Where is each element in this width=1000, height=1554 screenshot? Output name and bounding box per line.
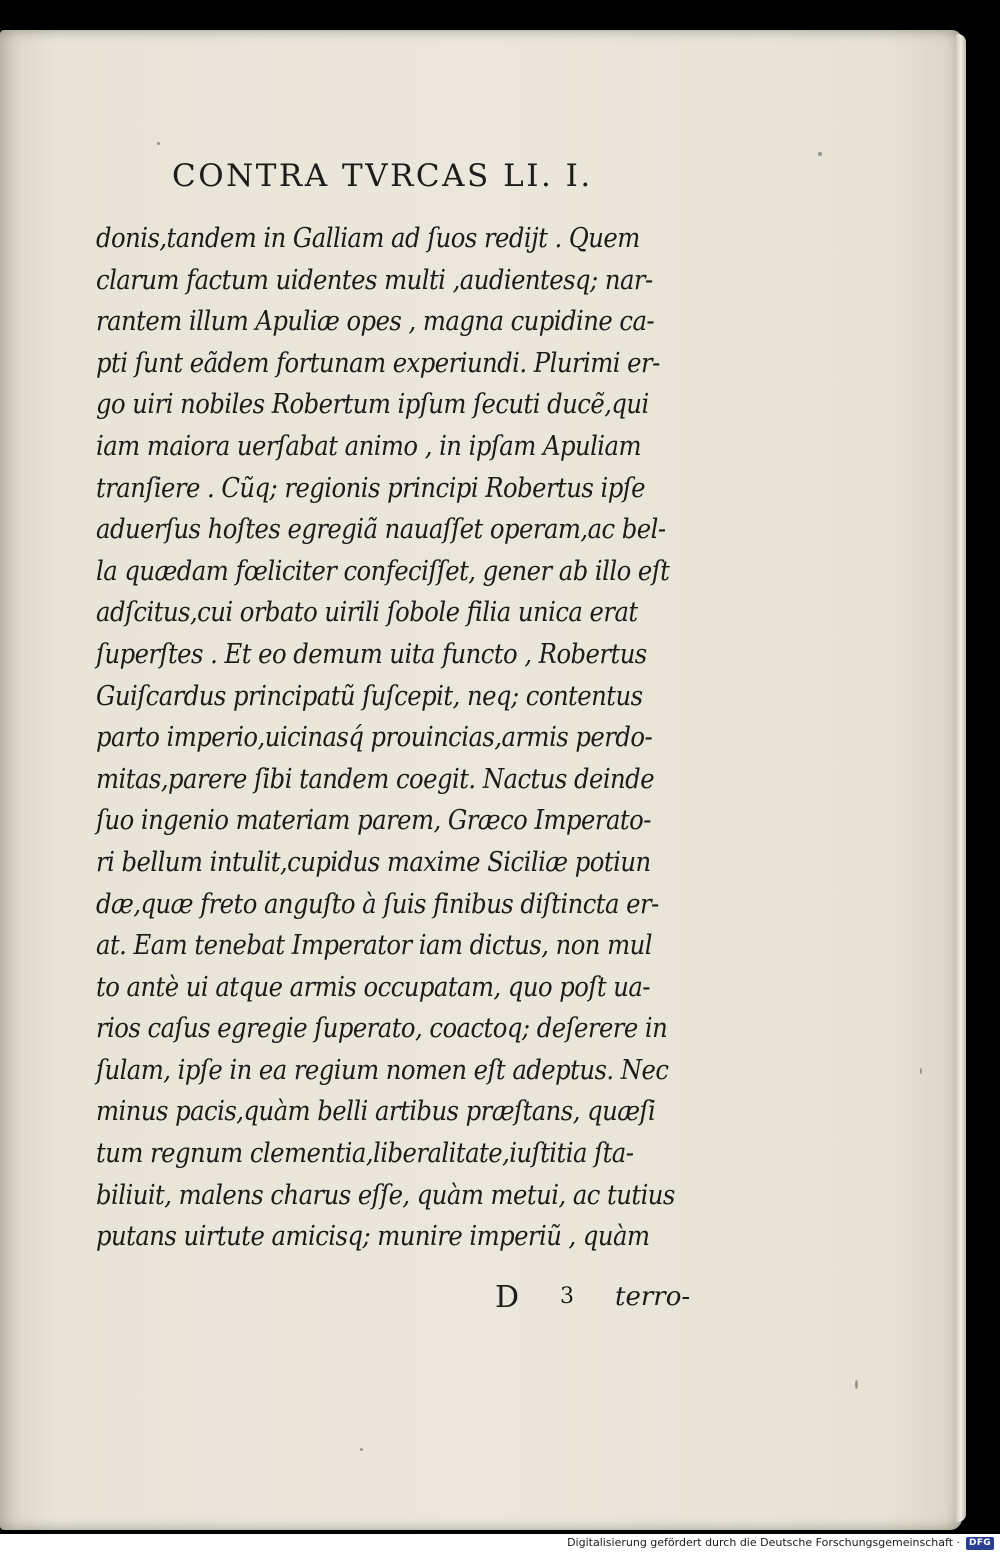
signature-mark: D — [495, 1280, 520, 1315]
text-line: go uiri nobiles Robertum ipſum ſecuti ducẽ,qui — [96, 389, 649, 421]
text-block — [96, 218, 736, 1258]
running-head: CONTRA TVRCAS LI. I. — [172, 158, 593, 194]
text-line: ſuperſtes . Et eo demum uita functo , Robertus — [96, 638, 647, 670]
funding-credit: Digitalisierung gefördert durch die Deutsche Forschungsgemeinschaft · — [567, 1536, 960, 1549]
text-line: donis,tandem in Galliam ad ſuos rediјt . Quem — [96, 223, 640, 254]
text-line: pti ſunt eãdem fortunam experiundi. Plurimi er- — [96, 347, 660, 379]
text-line: tranſiere . Cũq; regionis principi Robertus ipſe — [96, 472, 646, 504]
signature-number: 3 — [560, 1284, 574, 1309]
dfg-logo-icon: DFG — [966, 1537, 994, 1550]
paper-speck — [855, 1380, 858, 1389]
text-line: to antè ui atque armis occupatam, quo poſt ua- — [96, 971, 650, 1003]
text-line: rantem illum Apuliæ opes , magna cupidine ca- — [96, 306, 655, 338]
text-line: clarum factum uidentes multi ,audientesq; nar- — [96, 264, 653, 296]
text-line: aduerſus hoſtes egregiã nauaſſet operam,ac bel- — [96, 514, 666, 546]
paper-speck — [360, 1448, 363, 1451]
paper-speck — [157, 142, 160, 145]
text-line: Guiſcardus principatũ ſuſcepit, neq; contentus — [96, 680, 643, 712]
text-line: adſcitus,cui orbato uirili ſobole filia unica erat — [96, 597, 638, 629]
catchword: terro- — [615, 1282, 691, 1312]
text-line: la quædam fœliciter confeciſſet, gener ab illo eſt — [96, 555, 670, 587]
text-line: at. Eam tenebat Imperator iam dictus, non mul — [96, 930, 652, 962]
text-line: parto imperio,uicinasq́ prouincias,armis perdo- — [96, 722, 653, 754]
text-line: iam maiora uerſabat animo , in ipſam Apuliam — [96, 430, 641, 462]
page-foot — [495, 1280, 715, 1324]
paper-page — [0, 30, 962, 1530]
text-line: minus pacis,quàm belli artibus præſtans, quæſi — [96, 1096, 656, 1128]
paper-speck — [920, 1068, 922, 1074]
text-line: dæ,quæ freto anguſto à ſuis finibus diſtincta er- — [96, 888, 659, 920]
text-line: ſuo ingenio materiam parem, Græco Imperato- — [96, 805, 651, 837]
credit-bar — [0, 1534, 1000, 1554]
text-line: biliuit, malens charus eſſe, quàm metui, ac tutius — [96, 1179, 675, 1211]
paper-speck — [818, 152, 822, 156]
text-line: putans uirtute amicisq; munire imperiũ , quàm — [96, 1221, 650, 1253]
text-line: tum regnum clementia,liberalitate,iuſtitia ſta- — [96, 1138, 634, 1170]
text-line: ſulam, ipſe in ea regium nomen eſt adeptus. Nec — [96, 1054, 669, 1086]
text-line: rios caſus egregie ſuperato, coactoq; deſerere in — [96, 1013, 668, 1045]
text-line: mitas,parere ſibi tandem coegit. Nactus deinde — [96, 763, 655, 795]
text-line: ri bellum intulit,cupidus maxime Siciliæ potiun — [96, 846, 651, 878]
